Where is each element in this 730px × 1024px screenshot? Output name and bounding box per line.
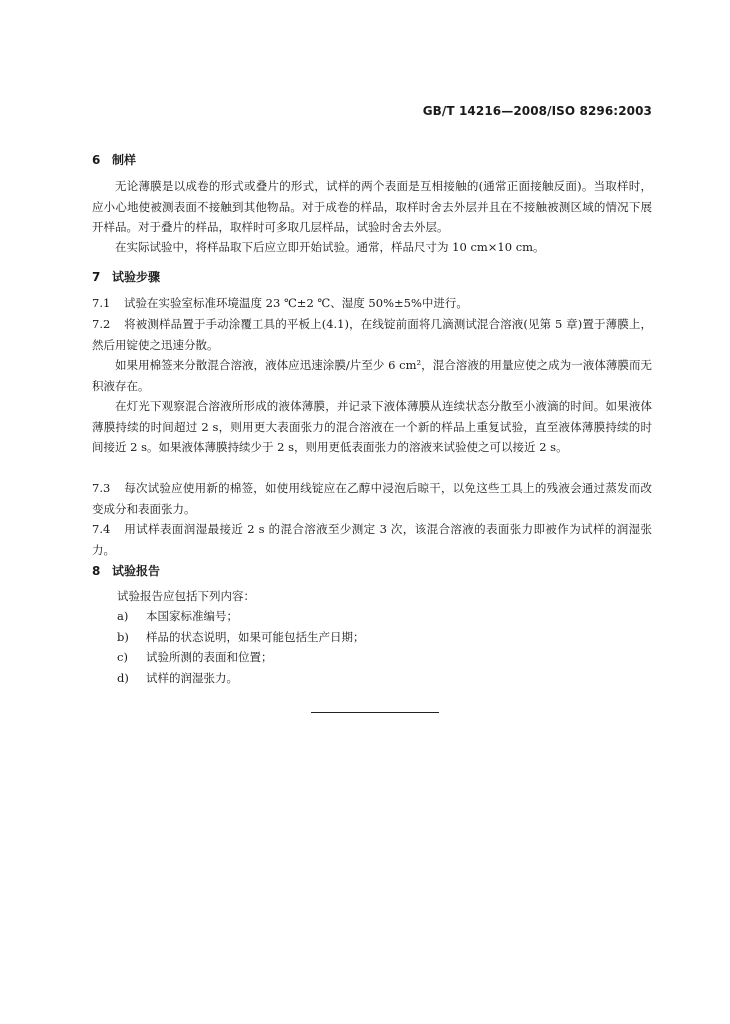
clause-7-3-number: 7.3	[92, 481, 111, 495]
clause-7-2-paragraph-3: 在灯光下观察混合溶液所形成的液体薄膜，并记录下液体薄膜从连续状态分散至小液滴的时间。如果液体薄膜持续的时间超过 2 s，则用更大表面张力的混合溶液在一个新的样品上重复试验，直至液体薄膜持续的时间接近 2 s。如果液体薄膜持续少于 2 s，则用更低表面张力的溶液来试验使之可以接近 2 s。	[92, 399, 652, 454]
clause-7-3-text: 每次试验应使用新的棉签，如使用线锭应在乙醇中浸泡后晾干，以免这些工具上的残液会通过蒸发而改变成分和表面张力。	[92, 481, 652, 516]
section-6-paragraph-1: 无论薄膜是以成卷的形式或叠片的形式，试样的两个表面是互相接触的(通常正面接触反面)。当取样时，应小心地使被测表面不接触到其他物品。对于成卷的样品，取样时舍去外层并且在不接触被测区域的情况下展开样品。对于叠片的样品，取样时可多取几层样品，试验时舍去外层。	[92, 179, 652, 234]
report-item-a-text: 本国家标准编号；	[146, 609, 238, 623]
report-item-a-marker: a)	[117, 609, 129, 623]
report-item-c-text: 试验所测的表面和位置；	[146, 650, 273, 664]
report-item-d-text: 试样的润湿张力。	[146, 671, 238, 685]
report-item-b	[117, 627, 365, 648]
clause-7-2	[92, 314, 652, 355]
section-8-heading	[92, 562, 160, 579]
section-6-heading	[92, 151, 136, 168]
report-intro: 试验报告应包括下列内容：	[117, 589, 255, 603]
report-item-c-marker: c)	[117, 650, 128, 664]
section-7-number: 7	[92, 270, 101, 284]
report-item-b-marker: b)	[117, 630, 129, 644]
end-of-document-rule	[311, 712, 439, 713]
section-6-number: 6	[92, 153, 101, 167]
report-item-a	[117, 606, 238, 627]
section-6-paragraph-2: 在实际试验中，将样品取下后应立即开始试验。通常，样品尺寸为 10 cm×10 cm。	[115, 240, 545, 254]
clause-7-4-number: 7.4	[92, 522, 111, 536]
clause-7-1-number: 7.1	[92, 296, 111, 310]
standard-code-header: GB/T 14216—2008/ISO 8296:2003	[422, 104, 652, 118]
clause-7-2-number: 7.2	[92, 317, 111, 331]
report-item-d	[117, 668, 238, 689]
report-item-b-text: 样品的状态说明，如果可能包括生产日期；	[146, 630, 365, 644]
clause-7-1-text: 试验在实验室标准环境温度 23 ℃±2 ℃、湿度 50%±5%中进行。	[124, 296, 468, 310]
section-7-heading	[92, 268, 160, 285]
clause-7-2-text: 将被测样品置于手动涂覆工具的平板上(4.1)，在线锭前面将几滴测试混合溶液(见第 5 章)置于薄膜上，然后用锭使之迅速分散。	[92, 317, 652, 352]
section-8-title: 试验报告	[112, 564, 161, 578]
clause-7-3	[92, 478, 652, 519]
clause-7-2-paragraph-2: 如果用棉签来分散混合溶液，液体应迅速涂膜/片至少 6 cm²，混合溶液的用量应使之成为一液体薄膜而无积液存在。	[92, 358, 652, 393]
clause-7-4	[92, 519, 652, 560]
section-7-title: 试验步骤	[112, 270, 161, 284]
report-item-c	[117, 647, 273, 668]
report-item-d-marker: d)	[117, 671, 129, 685]
section-8-number: 8	[92, 564, 101, 578]
section-6-title: 制样	[112, 153, 137, 167]
clause-7-4-text: 用试样表面润湿最接近 2 s 的混合溶液至少测定 3 次，该混合溶液的表面张力即被作为试样的润湿张力。	[92, 522, 652, 557]
clause-7-1	[92, 293, 652, 314]
